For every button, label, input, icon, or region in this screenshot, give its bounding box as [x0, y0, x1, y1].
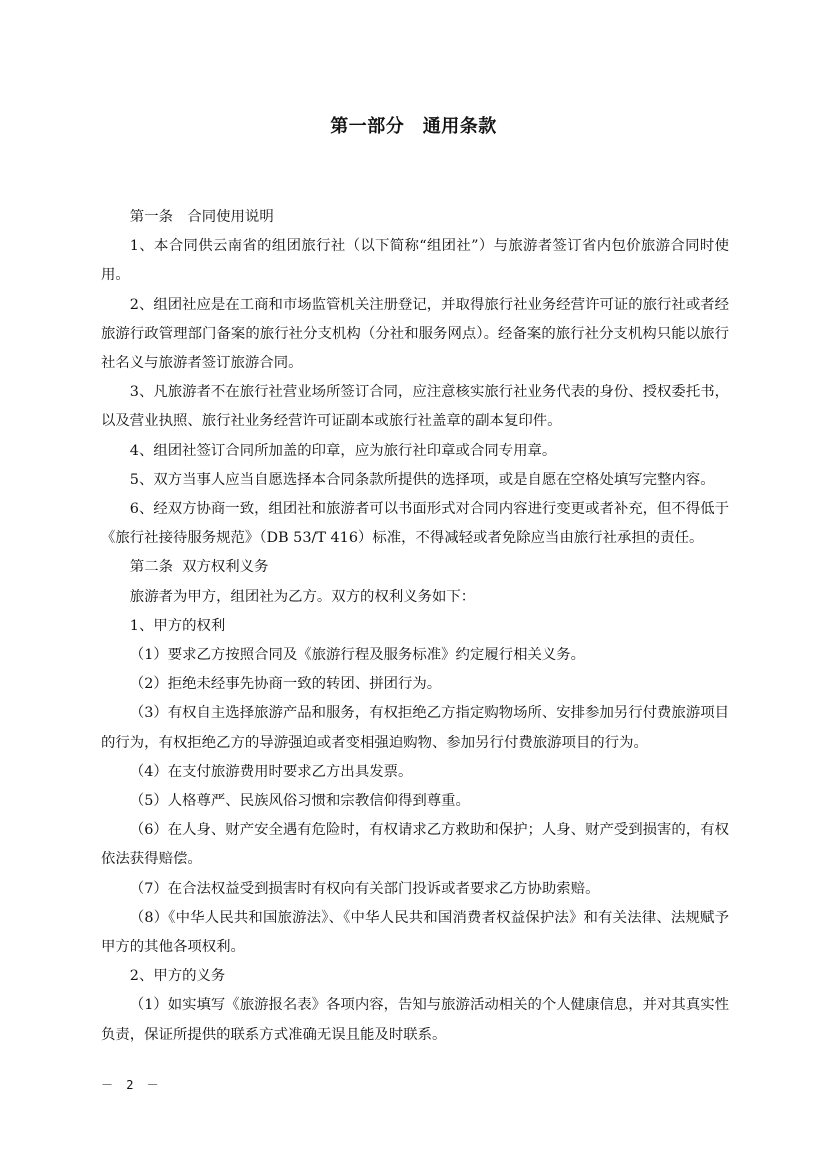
section-heading: 第二条 双方权利义务 — [129, 559, 269, 576]
list-item: （2）拒绝未经事先协商一致的转团、拼团行为。 — [129, 676, 442, 693]
paragraph: 旅游者为甲方，组团社为乙方。双方的权利义务如下： — [129, 588, 476, 605]
paragraph: 5、双方当事人应当自愿选择本合同条款所提供的选择项，或是自愿在空格处填写完整内容。 — [129, 471, 715, 488]
paragraph: 3、凡旅游者不在旅行社营业场所签订合同，应注意核实旅行社业务代表的身份、授权委托书，以及营业执照、旅行社业务经营许可证副本或旅行社盖章的副本复印件。 — [101, 384, 729, 430]
list-item: （4）在支付旅游费用时要求乙方出具发票。 — [129, 763, 413, 780]
list-item: （3）有权自主选择旅游产品和服务，有权拒绝乙方指定购物场所、安排参加另行付费旅游项目的行为，有权拒绝乙方的导游强迫或者变相强迫购物、参加另行付费旅游项目的行为。 — [101, 705, 729, 751]
page-title: 第一部分 通用条款 — [330, 116, 497, 137]
page-number: － 2 － — [101, 1078, 162, 1092]
subsection-heading: 1、甲方的权利 — [129, 617, 226, 634]
list-item: （1）如实填写《旅游报名表》各项内容，告知与旅游活动相关的个人健康信息，并对其真实性负责，保证所提供的联系方式准确无误且能及时联系。 — [101, 997, 729, 1043]
paragraph: 4、组团社签订合同所加盖的印章，应为旅行社印章或合同专用章。 — [129, 442, 557, 459]
paragraph: 2、组团社应是在工商和市场监管机关注册登记，并取得旅行社业务经营许可证的旅行社或者经旅游行政管理部门备案的旅行社分支机构（分社和服务网点）。经备案的旅行社分支机构只能以旅行社名义与旅游者签订旅游合同。 — [101, 296, 729, 372]
list-item: （1）要求乙方按照合同及《旅游行程及服务标准》约定履行相关义务。 — [129, 647, 586, 664]
section-heading: 第一条 合同使用说明 — [129, 209, 274, 225]
list-item: （5）人格尊严、民族风俗习惯和宗教信仰得到尊重。 — [129, 793, 470, 810]
list-item: （7）在合法权益受到损害时有权向有关部门投诉或者要求乙方协助索赔。 — [129, 880, 600, 897]
list-item: （8）《中华人民共和国旅游法》、《中华人民共和国消费者权益保护法》和有关法律、法规赋予甲方的其他各项权利。 — [101, 909, 729, 956]
paragraph: 6、经双方协商一致，组团社和旅游者可以书面形式对合同内容进行变更或者补充，但不得低于《旅行社接待服务规范》（DB 53/T 416）标准，不得减轻或者免除应当由旅行社承担的责任。 — [101, 501, 729, 547]
document-body — [101, 203, 729, 1050]
paragraph: 1、本合同供云南省的组团旅行社（以下简称“组团社”）与旅游者签订省内包价旅游合同时使用。 — [101, 238, 729, 284]
subsection-heading: 2、甲方的义务 — [129, 968, 226, 985]
list-item: （6）在人身、财产安全遇有危险时，有权请求乙方救助和保护；人身、财产受到损害的，有权依法获得赔偿。 — [101, 822, 729, 868]
